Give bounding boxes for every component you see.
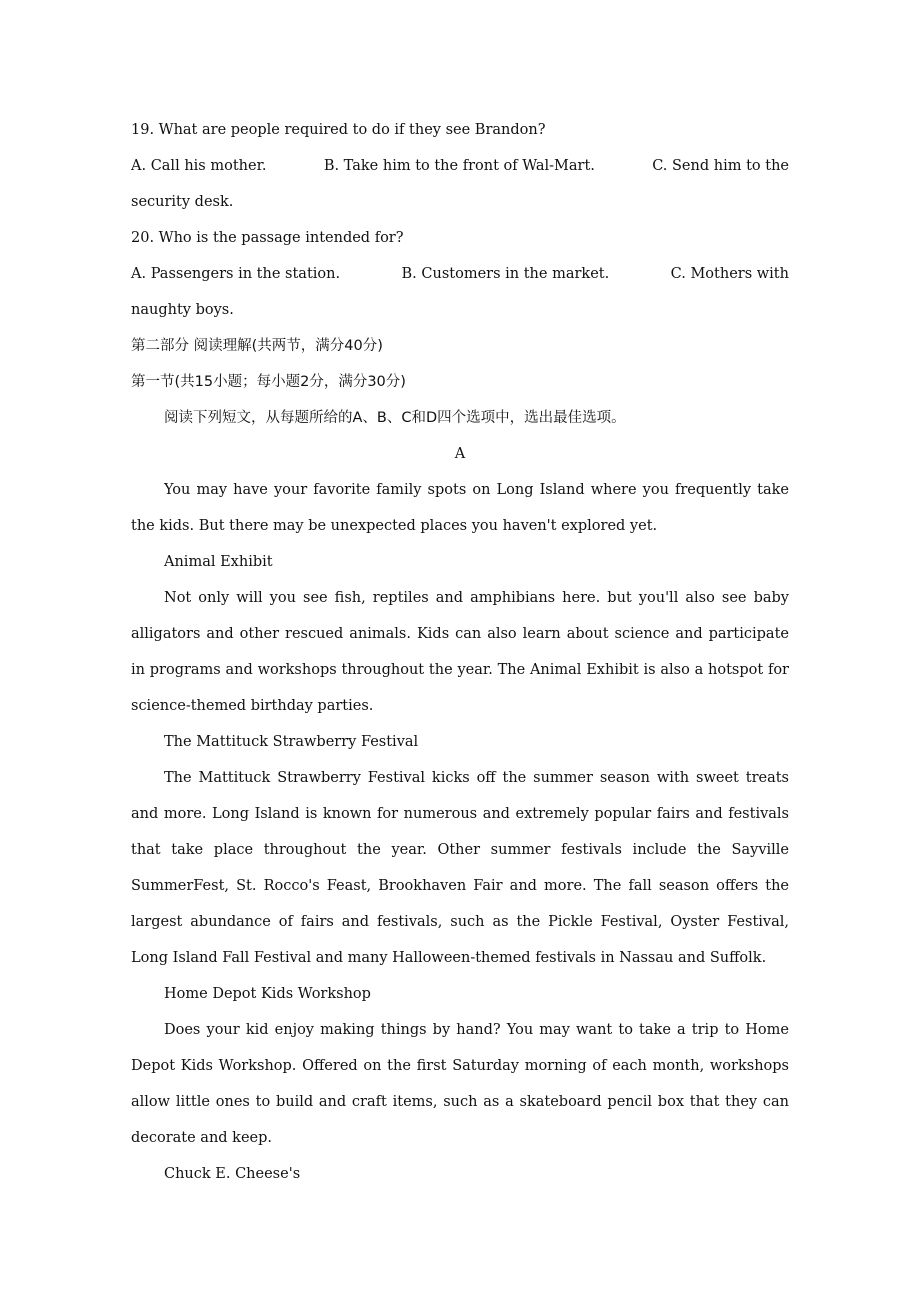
question-20-options bbox=[131, 256, 789, 292]
question-19-options bbox=[131, 148, 789, 184]
question-20-option-a: A. Passengers in the station. bbox=[131, 266, 341, 282]
passage-intro: You may have your favorite family spots on Long Island where you frequently take the kids. But there may be unexpected places you haven't explored yet. bbox=[131, 482, 789, 534]
question-20-option-b: B. Customers in the market. bbox=[401, 266, 610, 282]
question-19-option-b: B. Take him to the front of Wal-Mart. bbox=[323, 158, 595, 174]
section-title-home-depot: Home Depot Kids Workshop bbox=[164, 986, 371, 1002]
reading-instruction: 阅读下列短文，从每题所给的A、B、C和D四个选项中，选出最佳选项。 bbox=[164, 410, 626, 426]
question-19-option-a: A. Call his mother. bbox=[131, 158, 267, 174]
section1-heading: 第一节(共15小题；每小题2分，满分30分) bbox=[131, 374, 406, 390]
section-body-animal-exhibit: Not only will you see fish, reptiles and amphibians here. but you'll also see baby alligators and other rescued animals. Kids can also learn about science and participate in programs and workshops throughout the year. The Animal Exhibit is also a hotspot for science-themed birthday parties. bbox=[131, 590, 789, 714]
section-title-animal-exhibit: Animal Exhibit bbox=[164, 554, 273, 570]
section-body-home-depot: Does your kid enjoy making things by hand? You may want to take a trip to Home Depot Kids Workshop. Offered on the first Saturday morning of each month, workshops allow little ones to build and craft items, such as a skateboard pencil box that they can decorate and keep. bbox=[131, 1022, 789, 1146]
exam-page bbox=[131, 112, 789, 1192]
passage-label: A bbox=[454, 446, 466, 462]
question-20-stem: 20. Who is the passage intended for? bbox=[131, 230, 404, 246]
section-body-strawberry-festival: The Mattituck Strawberry Festival kicks off the summer season with sweet treats and more. Long Island is known for numerous and extremely popular fairs and festivals that take place throughout the year. Other summer festivals include the Sayville SummerFest, St. Rocco's Feast, Brookhaven Fair and more. The fall season offers the largest abundance of fairs and festivals, such as the Pickle Festival, Oyster Festival, Long Island Fall Festival and many Halloween-themed festivals in Nassau and Suffolk. bbox=[131, 770, 789, 966]
question-19-option-c: C. Send him to the bbox=[652, 158, 789, 174]
section-title-strawberry-festival: The Mattituck Strawberry Festival bbox=[164, 734, 419, 750]
question-19-option-c-continued: security desk. bbox=[131, 194, 234, 210]
section-title-chuck-e-cheese: Chuck E. Cheese's bbox=[164, 1166, 301, 1182]
question-19-stem: 19. What are people required to do if they see Brandon? bbox=[131, 122, 546, 138]
part2-heading: 第二部分 阅读理解(共两节，满分40分) bbox=[131, 338, 383, 354]
question-20-option-c-continued: naughty boys. bbox=[131, 302, 234, 318]
question-20-option-c: C. Mothers with bbox=[670, 266, 789, 282]
